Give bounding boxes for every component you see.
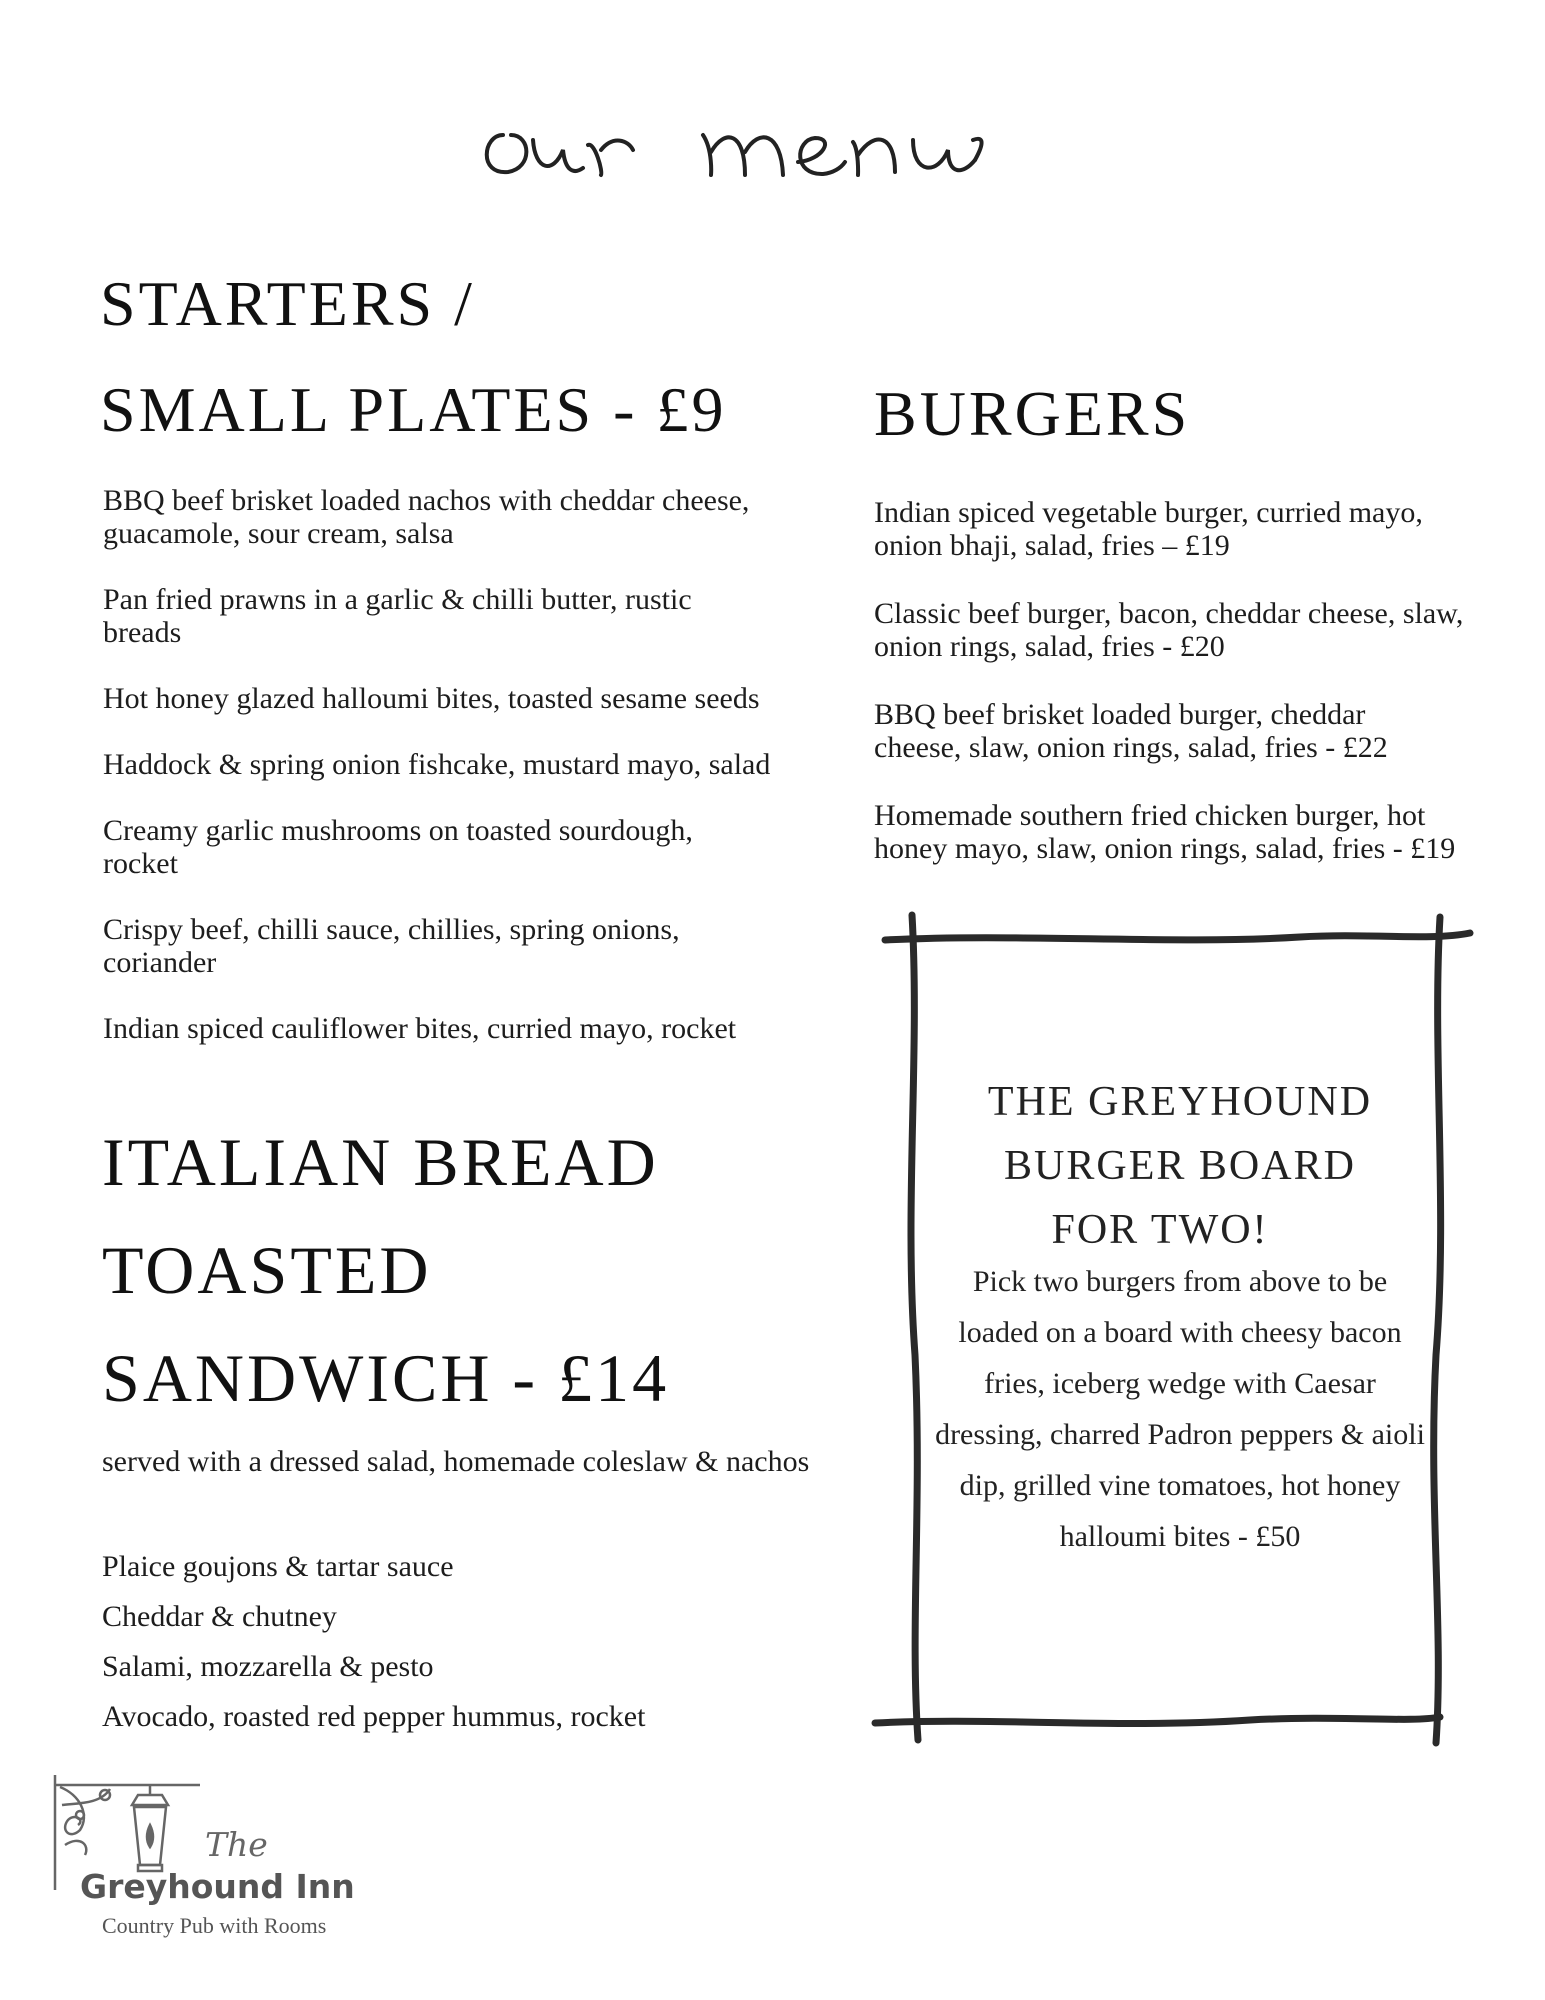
sandwich-heading-line3: SANDWICH - £14 [102, 1340, 670, 1416]
starters-section [100, 268, 820, 445]
burger-board-title-line3: FOR TWO! [1051, 1207, 1269, 1253]
burger-board-description: Pick two burgers from above to be loaded on a board with cheesy bacon fries, iceberg wedge with Caesar dressing, charred Padron peppers & aioli dip, grilled vine tomatoes, hot honey halloumi bites - £50 [935, 1265, 1425, 1553]
starter-item: BBQ beef brisket loaded nachos with cheddar cheese, guacamole, sour cream, salsa [103, 484, 750, 550]
burger-board-title-line2: BURGER BOARD [1004, 1143, 1356, 1189]
burger-board [930, 1070, 1430, 1562]
sandwich-item: Avocado, roasted red pepper hummus, rocket [102, 1700, 646, 1733]
burgers-list [874, 496, 1474, 900]
sandwich-item: Salami, mozzarella & pesto [102, 1650, 434, 1683]
menu-title-script [463, 80, 1083, 190]
burger-item: Homemade southern fried chicken burger, hot honey mayo, slaw, onion rings, salad, fries - £19 [874, 799, 1456, 865]
logo-tagline: Country Pub with Rooms [102, 1913, 327, 1938]
starters-heading-line2: SMALL PLATES - £9 [100, 374, 727, 445]
greyhound-inn-logo [50, 1775, 390, 1945]
burger-board-title-line1: THE GREYHOUND [987, 1079, 1373, 1125]
sandwich-list [102, 1550, 842, 1750]
logo-the: The [205, 1825, 268, 1864]
burger-item: Indian spiced vegetable burger, curried mayo, onion bhaji, salad, fries – £19 [874, 496, 1423, 562]
sandwich-heading-line2: TOASTED [102, 1232, 432, 1308]
sandwich-heading-line1: ITALIAN BREAD [102, 1124, 659, 1200]
sandwich-item: Cheddar & chutney [102, 1600, 337, 1633]
starter-item: Haddock & spring onion fishcake, mustard mayo, salad [103, 748, 771, 781]
starters-list [103, 484, 823, 1078]
burger-item: Classic beef burger, bacon, cheddar cheese, slaw, onion rings, salad, fries - £20 [874, 597, 1464, 663]
sandwich-item: Plaice goujons & tartar sauce [102, 1550, 454, 1583]
starter-item: Pan fried prawns in a garlic & chilli butter, rustic breads [103, 583, 692, 649]
sandwich-subtitle: served with a dressed salad, homemade coleslaw & nachos [102, 1445, 810, 1478]
menu-title [0, 80, 1545, 190]
burger-item: BBQ beef brisket loaded burger, cheddar cheese, slaw, onion rings, salad, fries - £22 [874, 698, 1388, 764]
starter-item: Crispy beef, chilli sauce, chillies, spring onions, coriander [103, 913, 680, 979]
sandwich-section [102, 1124, 842, 1416]
starter-item: Creamy garlic mushrooms on toasted sourdough, rocket [103, 814, 693, 880]
logo-name: Greyhound Inn [80, 1867, 355, 1906]
burgers-heading: BURGERS [874, 378, 1191, 449]
starter-item: Indian spiced cauliflower bites, curried mayo, rocket [103, 1012, 737, 1045]
starters-heading-line1: STARTERS / [100, 268, 475, 339]
starter-item: Hot honey glazed halloumi bites, toasted sesame seeds [103, 682, 760, 715]
